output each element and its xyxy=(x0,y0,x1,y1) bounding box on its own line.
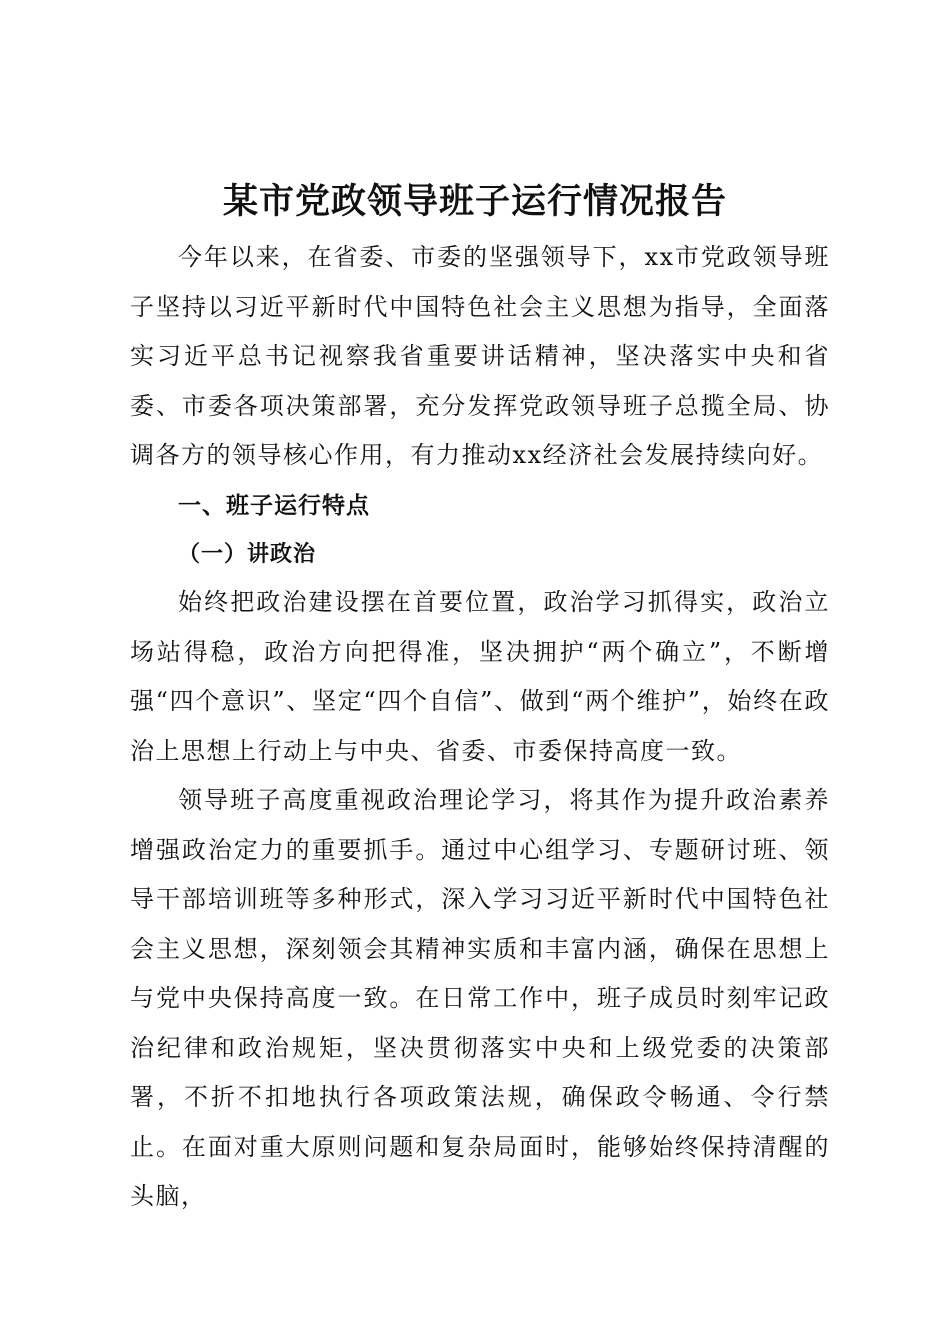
subsection-heading: （一）讲政治 xyxy=(178,542,317,567)
document-title: 某市党政领导班子运行情况报告 xyxy=(222,181,727,222)
intro-paragraph: 今年以来，在省委、市委的坚强领导下，xx市党政领导班子坚持以习近平新时代中国特色社会主义思想为指导，全面落实习近平总书记视察我省重要讲话精神，坚决落实中央和省委、市委各项决策部署，充分发挥党政领导班子总揽全局、协调各方的领导核心作用，有力推动xx经济社会发展持续向好。 xyxy=(130,243,830,469)
study-paragraph: 领导班子高度重视政治理论学习，将其作为提升政治素养增强政治定力的重要抓手。通过中心组学习、专题研讨班、领导干部培训班等多种形式，深入学习习近平新时代中国特色社会主义思想，深刻领会其精神实质和丰富内涵，确保在思想上与党中央保持高度一致。在日常工作中，班子成员时刻牢记政治纪律和政治规矩，坚决贯彻落实中央和上级党委的决策部署，不折不扣地执行各项政策法规，确保政令畅通、令行禁止。在面对重大原则问题和复杂局面时，能够始终保持清醒的头脑， xyxy=(130,786,830,1210)
politics-paragraph: 始终把政治建设摆在首要位置，政治学习抓得实，政治立场站得稳，政治方向把得准，坚决拥护“两个确立”，不断增强“四个意识”、坚定“四个自信”、做到“两个维护”，始终在政治上思想上行动上与中央、省委、市委保持高度一致。 xyxy=(130,588,830,765)
section-heading: 一、班子运行特点 xyxy=(178,493,370,519)
